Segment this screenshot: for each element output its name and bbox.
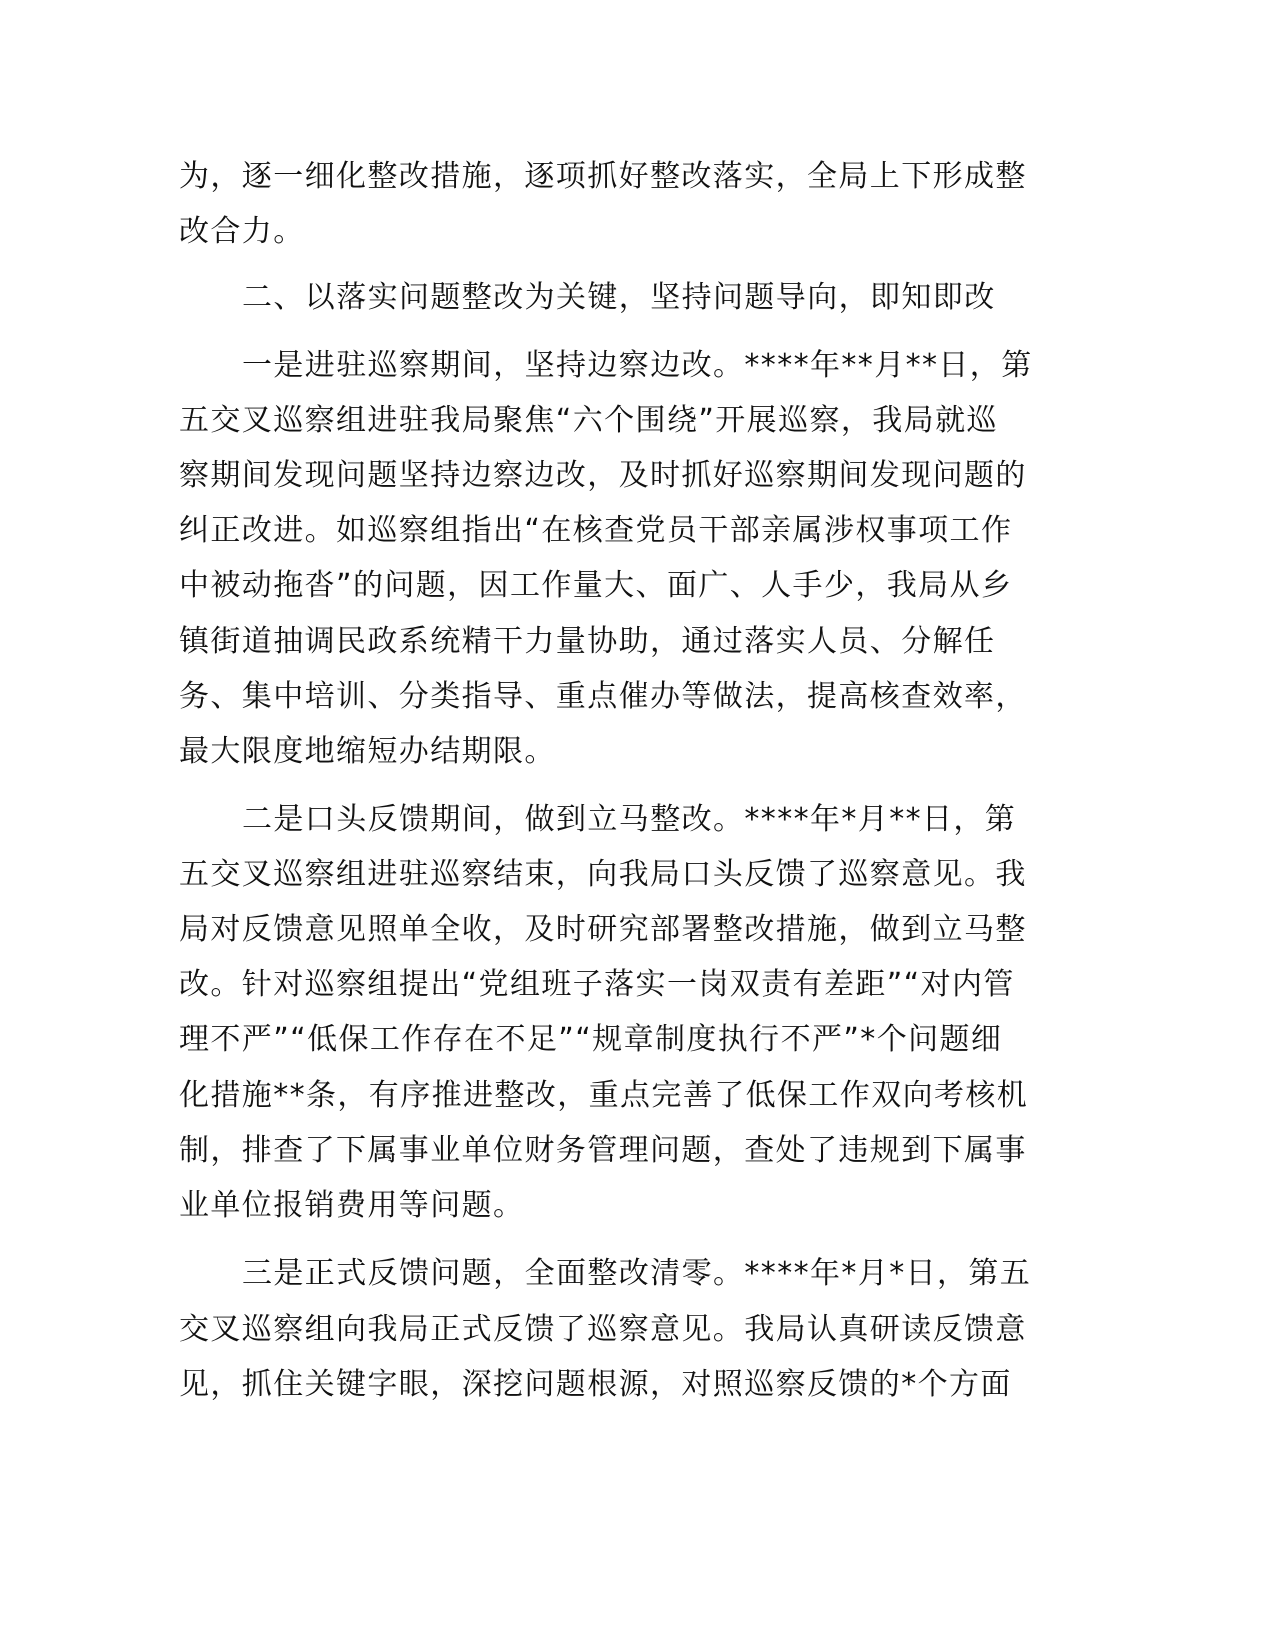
paragraph-line: 局对反馈意见照单全收，及时研究部署整改措施，做到立马整 <box>179 912 1027 947</box>
paragraph-line: 改。针对巡察组提出“党组班子落实一岗双责有差距”“对内管 <box>179 967 1015 1002</box>
paragraph-line: 纠正改进。如巡察组指出“在核查党员干部亲属涉权事项工作 <box>179 513 1013 548</box>
paragraph-line: 制，排查了下属事业单位财务管理问题，查处了违规到下属事 <box>179 1133 1027 1168</box>
paragraph-line: 三是正式反馈问题，全面整改清零。****年*月*日，第五 <box>242 1256 1032 1291</box>
paragraph-line: 为，逐一细化整改措施，逐项抓好整改落实，全局上下形成整 <box>179 159 1027 194</box>
paragraph-line: 五交叉巡察组进驻巡察结束，向我局口头反馈了巡察意见。我 <box>179 857 1027 892</box>
section-heading: 二、以落实问题整改为关键，坚持问题导向，即知即改 <box>242 280 996 315</box>
paragraph-line: 交叉巡察组向我局正式反馈了巡察意见。我局认真研读反馈意 <box>179 1312 1027 1347</box>
paragraph-line: 改合力。 <box>179 214 305 249</box>
paragraph-line: 二是口头反馈期间，做到立马整改。****年*月**日，第 <box>242 802 1017 837</box>
paragraph-line: 理不严”“低保工作存在不足”“规章制度执行不严”*个问题细 <box>179 1022 1003 1057</box>
paragraph-line: 镇街道抽调民政系统精干力量协助，通过落实人员、分解任 <box>179 624 996 659</box>
paragraph-line: 化措施**条，有序推进整改，重点完善了低保工作双向考核机 <box>179 1078 1029 1113</box>
paragraph-line: 最大限度地缩短办结期限。 <box>179 734 556 769</box>
paragraph-line: 察期间发现问题坚持边察边改，及时抓好巡察期间发现问题的 <box>179 458 1027 493</box>
paragraph-line: 见，抓住关键字眼，深挖问题根源，对照巡察反馈的*个方面 <box>179 1367 1012 1402</box>
paragraph-line: 五交叉巡察组进驻我局聚焦“六个围绕”开展巡察，我局就巡 <box>179 403 998 438</box>
paragraph-line: 一是进驻巡察期间，坚持边察边改。****年**月**日，第 <box>242 348 1033 383</box>
paragraph-line: 业单位报销费用等问题。 <box>179 1188 525 1223</box>
paragraph-line: 中被动拖沓”的问题，因工作量大、面广、人手少，我局从乡 <box>179 568 1013 603</box>
paragraph-line: 务、集中培训、分类指导、重点催办等做法，提高核查效率， <box>179 679 1027 714</box>
